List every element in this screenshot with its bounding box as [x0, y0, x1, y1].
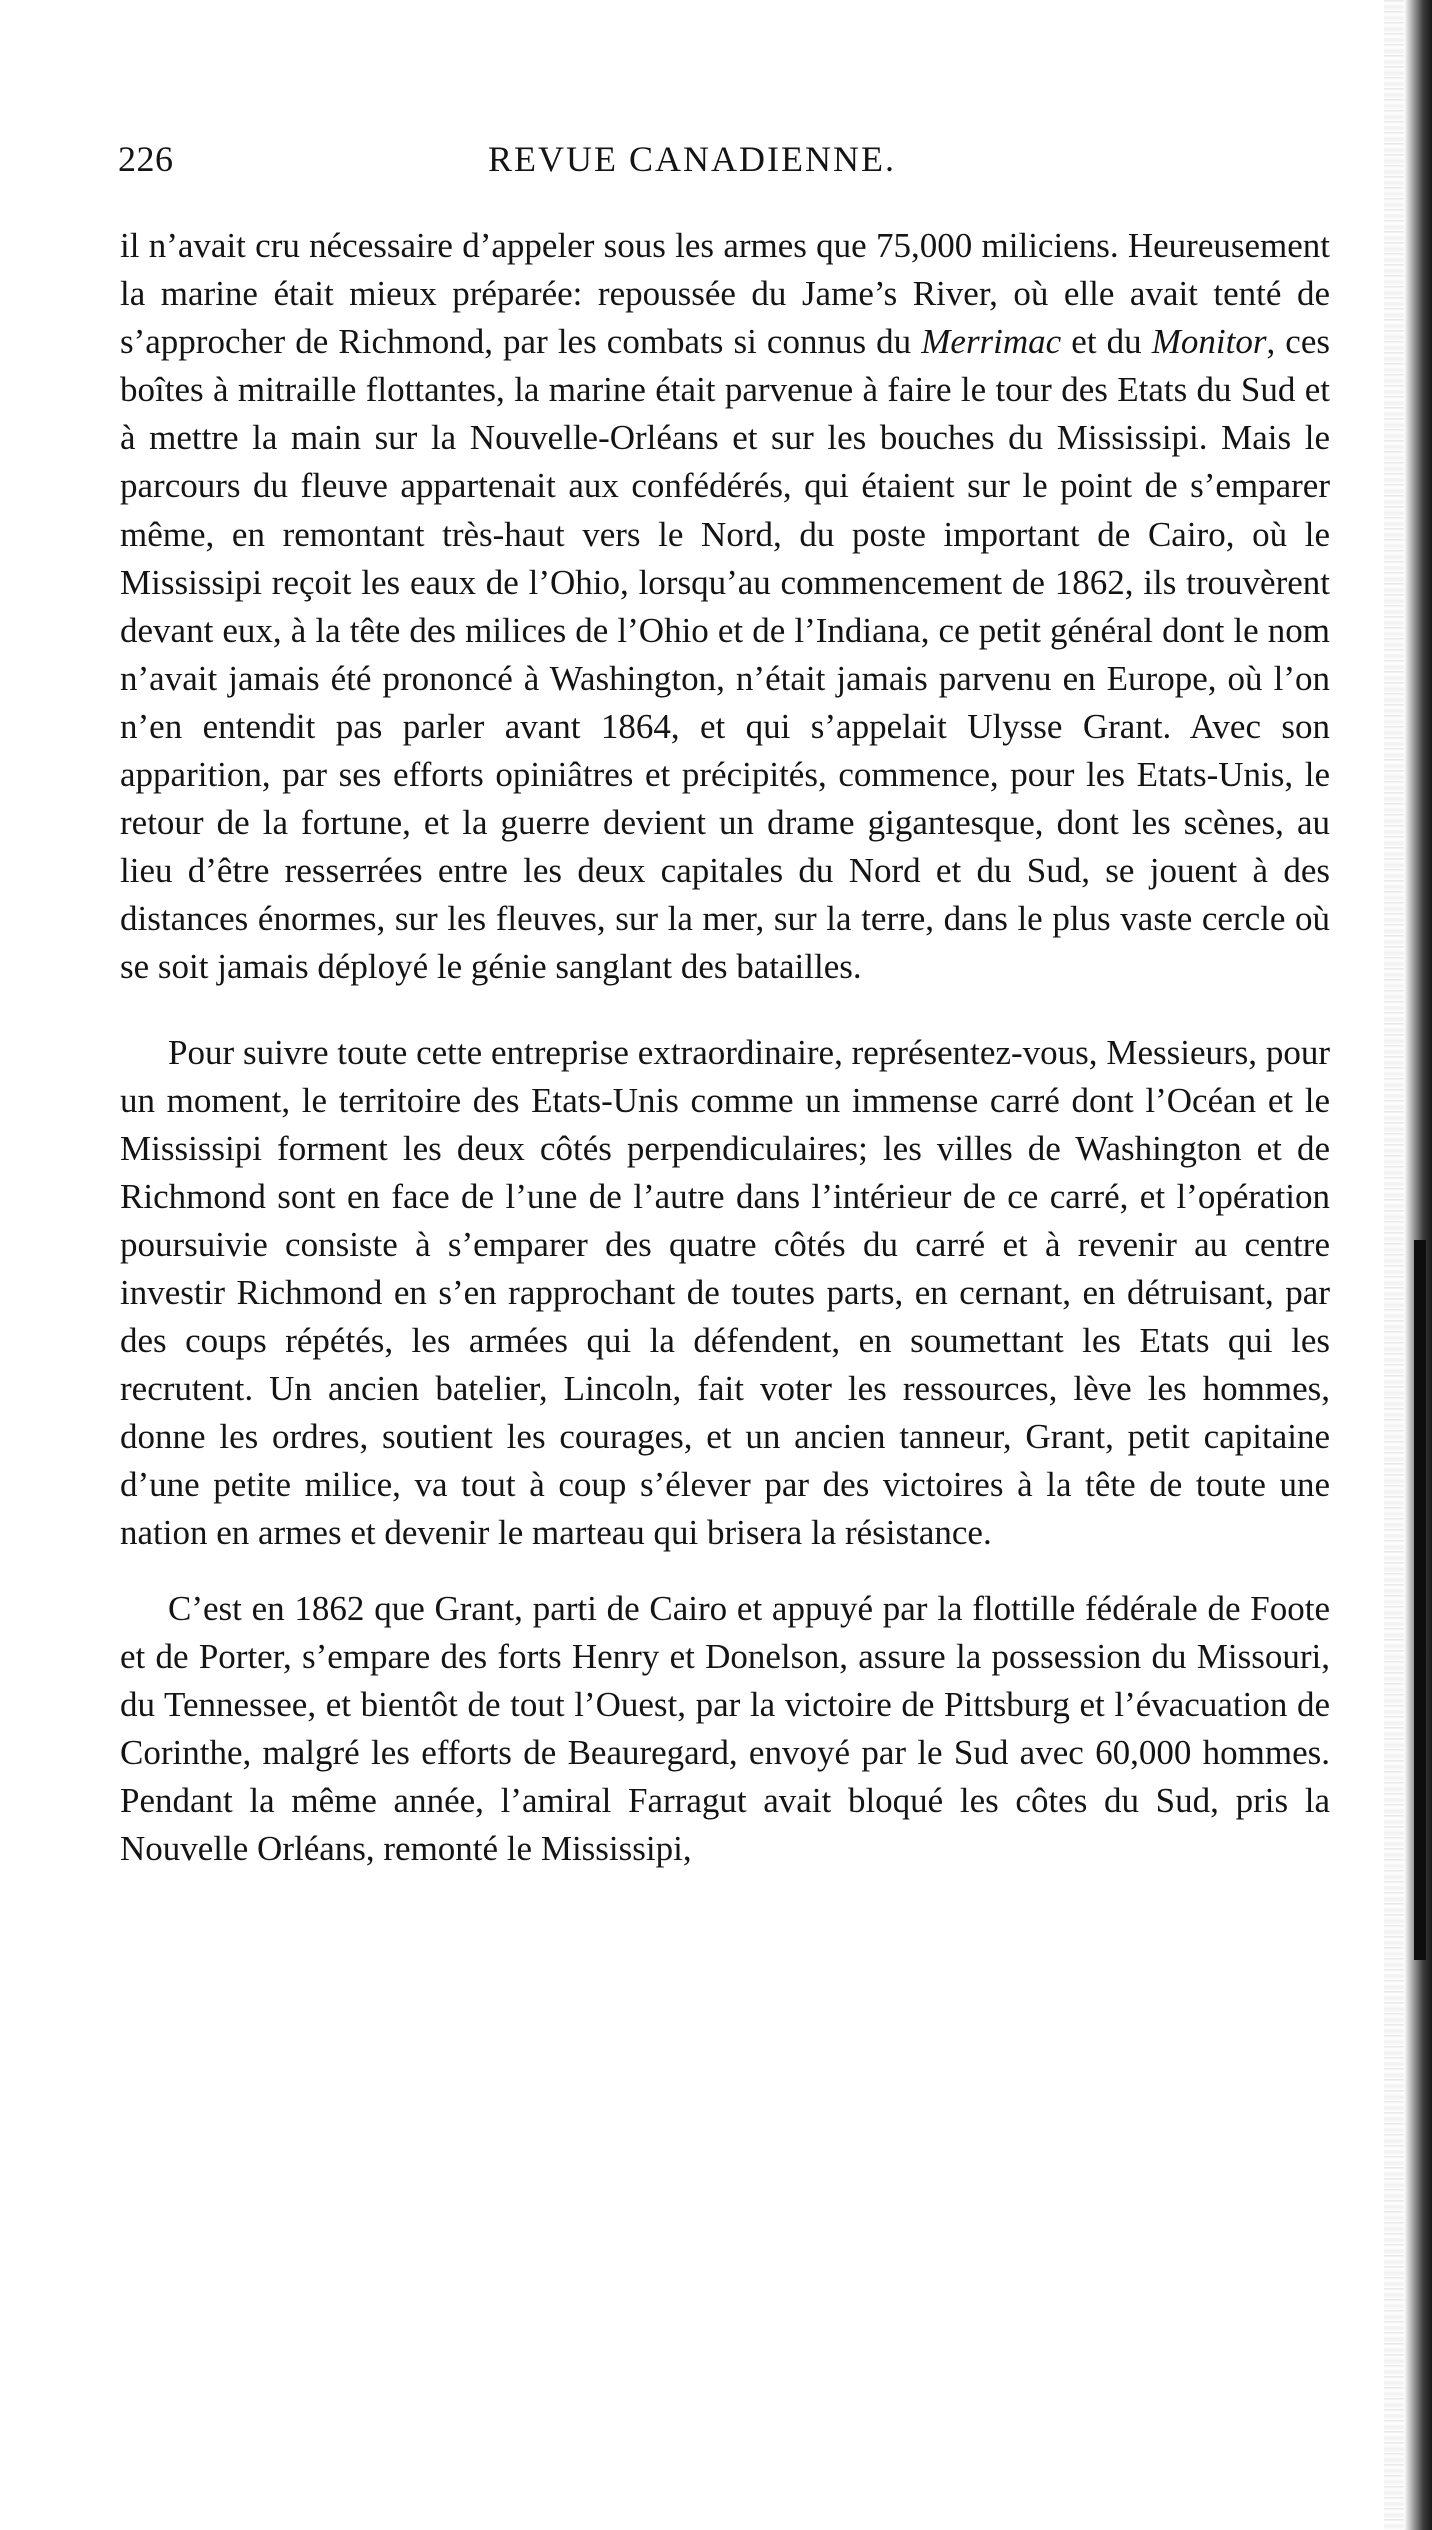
page-number: 226 [118, 139, 174, 179]
text-run: et du [1061, 322, 1152, 362]
text-run: Pour suivre toute cette entreprise extraordinaire, représentez-vous, Messieurs, pour un moment, le territoire des Etats-Unis comme un immense carré dont l’Océan et le Mississipi forment les deux côtés perpendiculaires; les villes de Washington et de Richmond sont en face de l’une de l’autre dans l’intérieur de ce carré, et l’opération poursuivie consiste à s’emparer des quatre côtés du carré et à revenir au centre investir Richmond en s’en rapprochant de toutes parts, en cernant, en détruisant, par des coups répétés, les armées qui la défendent, en soumettant les Etats qui les recrutent. Un ancien batelier, Lincoln, fait voter les ressources, lève les hommes, donne les ordres, soutient les courages, et un ancien tanneur, Grant, petit capitaine d’une petite milice, va tout à coup s’élever par des victoires à la tête de toute une nation en armes et devenir le marteau qui brisera la résistance. [120, 1032, 1330, 1553]
paragraph-3 [120, 1585, 1330, 1874]
page-header [118, 138, 1318, 188]
ship-name-merrimac: Merrimac [921, 322, 1062, 362]
running-title: REVUE CANADIENNE. [488, 139, 896, 179]
text-run: il n’avait cru nécessaire d’appeler sous les armes que 75,000 miliciens. Heureusement la marine était mieux préparée: repoussée du Jame’s River, où elle avait tenté de s’approcher de Richmond, par les combats si connus du [120, 226, 1330, 362]
paragraph-1 [120, 222, 1330, 992]
text-run: C’est en 1862 que Grant, parti de Cairo et appuyé par la flottille fédérale de Foote et de Porter, s’empare des forts Henry et Donelson, assure la possession du Missouri, du Tennessee, et bientôt de tout l’Ouest, par la victoire de Pittsburg et l’évacuation de Corinthe, malgré les efforts de Beauregard, envoyé par le Sud avec 60,000 hommes. Pendant la même année, l’amiral Farragut avait bloqué les côtes du Sud, pris la Nouvelle Orléans, remonté le Mississipi, [120, 1588, 1330, 1868]
ship-name-monitor: Monitor [1151, 322, 1267, 362]
body-text [120, 222, 1330, 1873]
text-run: , ces boîtes à mitraille flottantes, la marine était parvenue à faire le tour des Etats du Sud et à mettre la main sur la Nouvelle-Orléans et sur les bouches du Mississipi. Mais le parcours du fleuve appartenait aux confédérés, qui étaient sur le point de s’emparer même, en remontant très-haut vers le Nord, du poste important de Cairo, où le Mississipi reçoit les eaux de l’Ohio, lorsqu’au commencement de 1862, ils trouvèrent devant eux, à la tête des milices de l’Ohio et de l’Indiana, ce petit général dont le nom n’avait jamais été prononcé à Washington, n’était jamais parvenu en Europe, où l’on n’en entendit pas parler avant 1864, et qui s’appelait Ulysse Grant. Avec son apparition, par ses efforts opiniâtres et précipités, commence, pour les Etats-Unis, le retour de la fortune, et la guerre devient un drame gigantesque, dont les scènes, au lieu d’être resserrées entre les deux capitales du Nord et du Sud, se jouent à des distances énormes, sur les fleuves, sur la mer, sur la terre, dans le plus vaste cercle où se soit jamais déployé le génie sanglant des batailles. [120, 322, 1330, 987]
page-edge-speckle [1384, 0, 1404, 2530]
paragraph-2 [120, 1029, 1330, 1558]
binding-edge-mark [1414, 1240, 1426, 1960]
